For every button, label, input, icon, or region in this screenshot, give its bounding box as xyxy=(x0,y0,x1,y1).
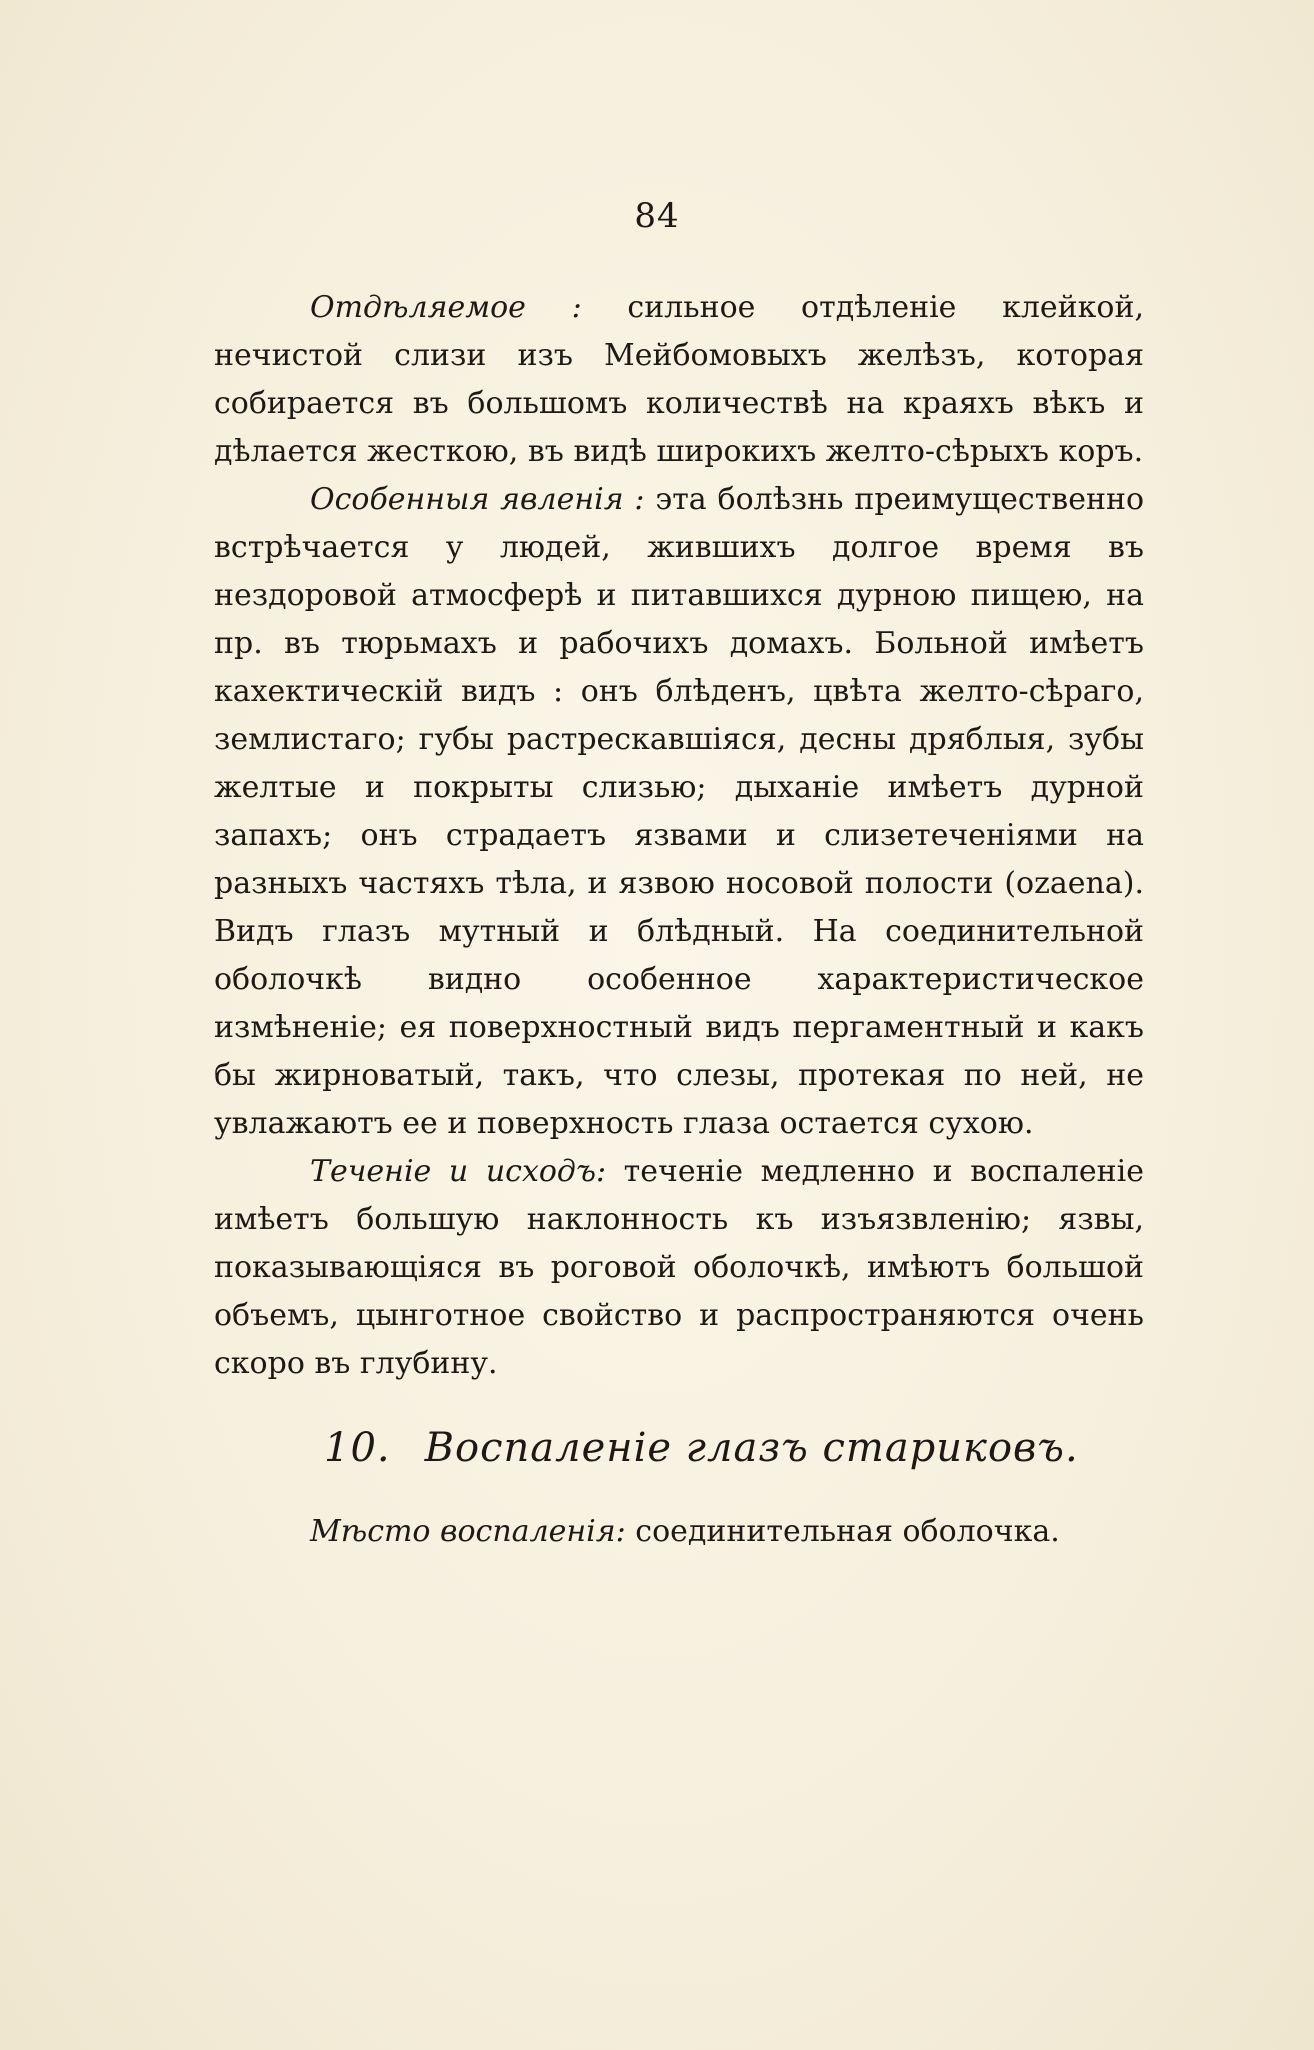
section-heading xyxy=(214,1418,1144,1478)
paragraph-inflammation-site xyxy=(214,1508,1144,1556)
paragraph-secretion xyxy=(214,284,1144,476)
paragraph-text: соединительная оболочка. xyxy=(625,1514,1060,1549)
section-title: Воспаленіе глазъ стариковъ. xyxy=(424,1425,1079,1471)
section-number: 10. xyxy=(324,1425,391,1471)
paragraph-text: теченіе медленно и воспаленіе имѣетъ большую наклонность къ изъязвленію; язвы, показывающіяся въ роговой оболочкѣ, имѣютъ большой объемъ, цынготное свойство и распространяются очень скоро въ глубину. xyxy=(214,1154,1144,1381)
paragraph-text: сильное отдѣленіе клейкой, нечистой слизи изъ Мейбомовыхъ желѣзъ, которая собирается въ большомъ количествѣ на краяхъ вѣкъ и дѣлается жесткою, въ видѣ широкихъ желто-сѣрыхъ коръ. xyxy=(214,290,1144,469)
paragraph-label: Теченіе и исходъ: xyxy=(310,1154,607,1189)
paragraph-special-symptoms xyxy=(214,476,1144,1148)
body-text xyxy=(214,284,1144,1556)
page-number: 84 xyxy=(634,196,680,236)
paragraph-text: эта болѣзнь преимущественно встрѣчается у людей, жившихъ долгое время въ нездоровой атмосферѣ и питавшихся дурною пищею, на пр. въ тюрьмахъ и рабочихъ домахъ. Больной имѣетъ кахектическій видъ : онъ блѣденъ, цвѣта желто-сѣраго, землистаго; губы растрескавшіяся, десны дряблыя, зубы желтые и покрыты слизью; дыханіе имѣетъ дурной запахъ; онъ страдаетъ язвами и слизетеченіями на разныхъ частяхъ тѣла, и язвою носовой полости (ozaena). Видъ глазъ мутный и блѣдный. На соединительной оболочкѣ видно особенное характеристическое измѣненіе; ея поверхностный видъ пергаментный и какъ бы жирноватый, такъ, что слезы, протекая по ней, не увлажаютъ ее и поверхность глаза остается сухою. xyxy=(214,482,1145,1141)
paragraph-label: Особенныя явленія : xyxy=(310,482,645,517)
paragraph-course-outcome xyxy=(214,1148,1144,1388)
paragraph-label: Отдѣляемое : xyxy=(310,290,582,325)
paragraph-label: Мѣсто воспаленія: xyxy=(310,1514,626,1549)
